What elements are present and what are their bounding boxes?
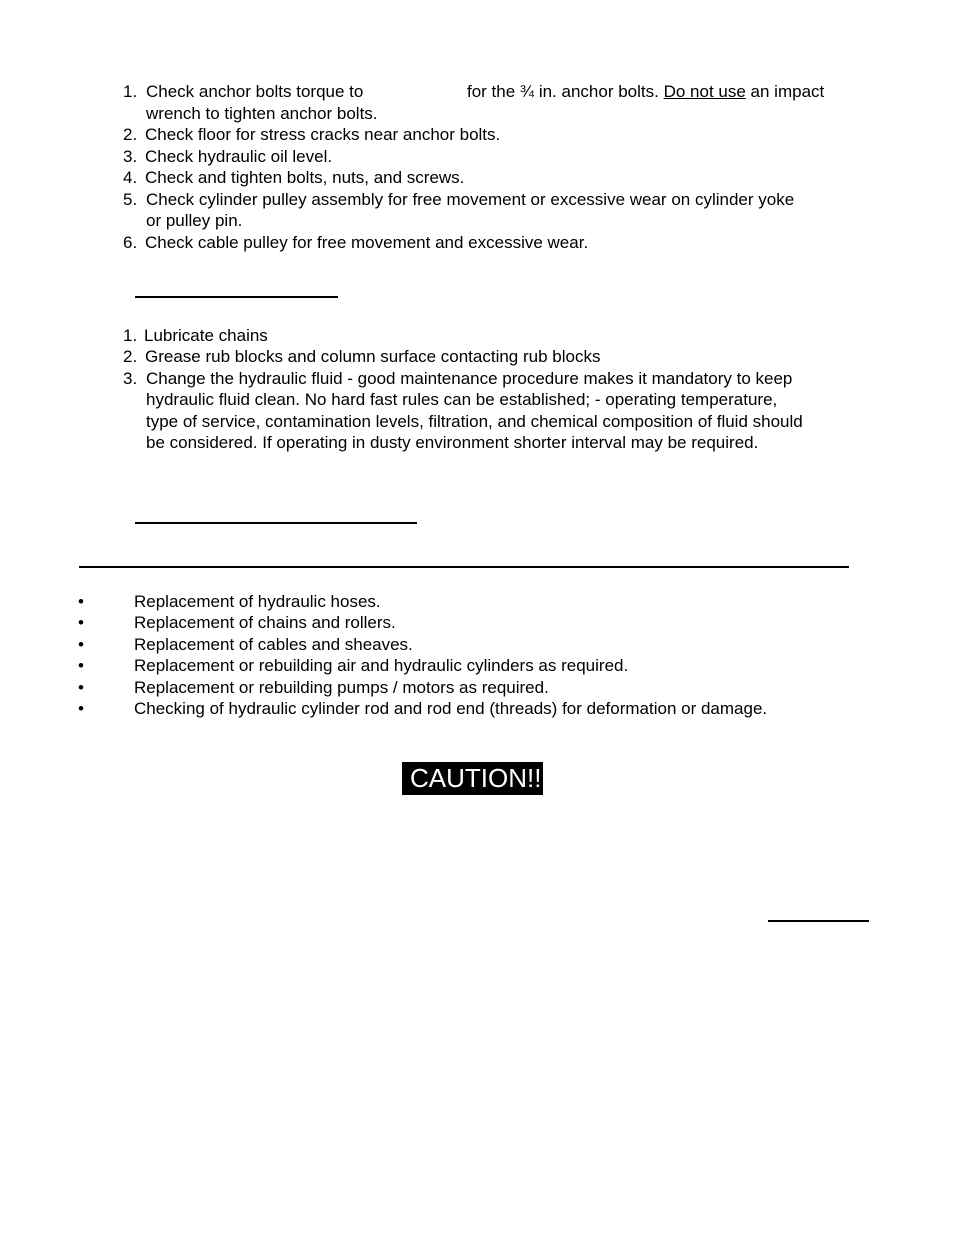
list-item-text: Checking of hydraulic cylinder rod and rod end (threads) for deformation or damage. [134,699,768,718]
list-item-text: Replacement of cables and sheaves. [134,635,413,654]
list-number: 2. [123,347,138,366]
list-item-text: Check and tighten bolts, nuts, and screws. [145,168,465,187]
list-number: 1. [123,82,138,101]
underline-mark [768,920,869,922]
list-item-text: Replacement of chains and rollers. [134,613,396,632]
list-item-text: Replacement or rebuilding pumps / motors as required. [134,678,549,697]
list-number: 6. [123,233,138,252]
list-number: 3. [123,369,138,388]
list-number: 2. [123,125,138,144]
bullet-marker: • [78,613,84,632]
list-item-text: Replacement or rebuilding air and hydraulic cylinders as required. [134,656,629,675]
list-item-text: type of service, contamination levels, filtration, and chemical composition of fluid should [146,412,803,431]
bullet-marker: • [78,699,84,718]
list-number: 1. [123,326,138,345]
bullet-marker: • [78,678,84,697]
bullet-marker: • [78,656,84,675]
bullet-marker: • [78,635,84,654]
bullet-marker: • [78,592,84,611]
heading-underline [135,296,338,298]
list-item-text: Check cylinder pulley assembly for free movement or excessive wear on cylinder yoke [146,190,795,209]
heading-underline [135,522,417,524]
list-item-text: or pulley pin. [146,211,243,230]
list-item-text: wrench to tighten anchor bolts. [146,104,378,123]
list-item-text: Check cable pulley for free movement and excessive wear. [145,233,589,252]
list-item-text: Grease rub blocks and column surface contacting rub blocks [145,347,601,366]
list-number: 3. [123,147,138,166]
list-item-text: hydraulic fluid clean. No hard fast rules can be established; - operating temperature, [146,390,778,409]
list-item-text: Change the hydraulic fluid - good maintenance procedure makes it mandatory to keep [146,369,793,388]
underlined-warning: Do not use [663,82,746,101]
list-item-text: Check hydraulic oil level. [145,147,333,166]
list-item-text: Lubricate chains [144,326,268,345]
list-item-text: Check anchor bolts torque to [146,82,364,101]
list-item-text: for the ¾ in. anchor bolts. Do not use an impact [467,82,825,101]
list-number: 4. [123,168,138,187]
list-item-text: be considered. If operating in dusty environment shorter interval may be required. [146,433,759,452]
list-item-text: Replacement of hydraulic hoses. [134,592,381,611]
caution-banner: CAUTION!! [402,762,543,795]
list-number: 5. [123,190,138,209]
list-item-text: Check floor for stress cracks near anchor bolts. [145,125,501,144]
section-divider [79,566,849,568]
